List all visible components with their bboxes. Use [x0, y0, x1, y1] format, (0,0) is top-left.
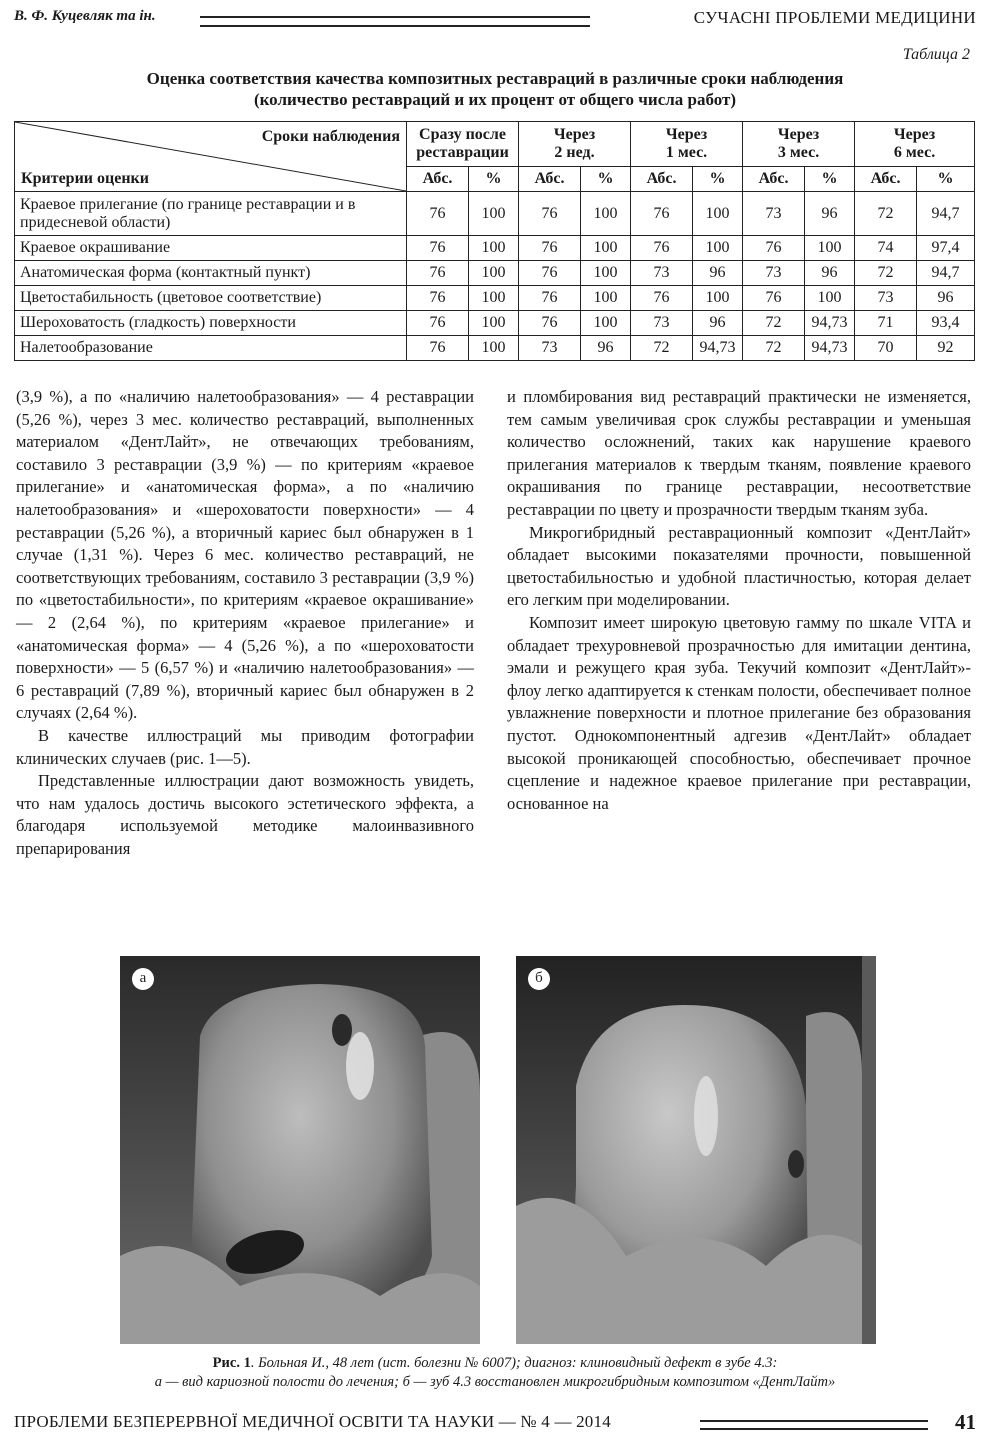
- period-header: Через 2 нед.: [519, 122, 631, 167]
- caption-line2: [14, 1373, 976, 1392]
- value-pct-cell: 92: [917, 336, 975, 361]
- value-abs-cell: 76: [519, 286, 581, 311]
- figure-caption: [14, 1354, 976, 1392]
- value-pct-cell: 96: [805, 261, 855, 286]
- value-abs-cell: 73: [855, 286, 917, 311]
- table-row: [15, 192, 975, 236]
- value-pct-cell: 100: [581, 311, 631, 336]
- table-row: [15, 236, 975, 261]
- value-abs-cell: 72: [855, 192, 917, 236]
- period-header: Через 6 мес.: [855, 122, 975, 167]
- table-row: [15, 311, 975, 336]
- paragraph: Представленные иллюстрации дают возможность увидеть, что нам удалось достичь высокого эстетического эффекта, а благодаря используемой методике малоинвазивного препарирования: [16, 771, 474, 858]
- photo-b-image: [516, 956, 862, 1344]
- value-pct-cell: 96: [693, 261, 743, 286]
- value-abs-cell: 76: [743, 236, 805, 261]
- value-pct-cell: 100: [581, 192, 631, 236]
- table-row: [15, 261, 975, 286]
- unit-pct: %: [469, 167, 519, 192]
- value-pct-cell: 100: [581, 286, 631, 311]
- photo-a-badge: а: [132, 968, 154, 990]
- value-pct-cell: 100: [581, 261, 631, 286]
- period-header: Сразу после реставрации: [407, 122, 519, 167]
- caption-label: Рис. 1: [212, 1355, 251, 1371]
- table-corner-cell: [15, 122, 407, 192]
- value-abs-cell: 73: [631, 311, 693, 336]
- running-header: [14, 8, 976, 32]
- value-pct-cell: 96: [917, 286, 975, 311]
- criterion-cell: Шероховатость (гладкость) поверхности: [15, 311, 407, 336]
- value-abs-cell: 76: [631, 286, 693, 311]
- text-column-left: [16, 386, 474, 860]
- value-pct-cell: 100: [469, 192, 519, 236]
- page-number: 41: [955, 1410, 976, 1434]
- value-abs-cell: 76: [407, 286, 469, 311]
- caption-text1: . Больная И., 48 лет (ист. болезни № 6007); диагноз: клиновидный дефект в зубе 4.3:: [250, 1355, 778, 1371]
- table-title-line2: (количество реставраций и их процент от общего числа работ): [253, 90, 737, 109]
- value-abs-cell: 74: [855, 236, 917, 261]
- header-author: В. Ф. Куцевляк та ін.: [14, 8, 156, 24]
- photo-b-tooth-after: [516, 956, 876, 1344]
- caption-line1: [14, 1354, 976, 1373]
- unit-pct: %: [917, 167, 975, 192]
- unit-pct: %: [693, 167, 743, 192]
- value-abs-cell: 76: [407, 311, 469, 336]
- value-pct-cell: 100: [805, 286, 855, 311]
- unit-pct: %: [581, 167, 631, 192]
- value-pct-cell: 94,73: [805, 336, 855, 361]
- value-pct-cell: 100: [693, 192, 743, 236]
- value-pct-cell: 100: [805, 236, 855, 261]
- footer-journal: ПРОБЛЕМИ БЕЗПЕРЕРВНОЇ МЕДИЧНОЇ ОСВІТИ ТА НАУКИ — № 4 — 2014: [14, 1412, 611, 1431]
- criterion-cell: Налетообразование: [15, 336, 407, 361]
- criterion-cell: Краевое прилегание (по границе реставрации и в придесневой области): [15, 192, 407, 236]
- value-pct-cell: 100: [693, 236, 743, 261]
- table-label: Таблица 2: [902, 46, 970, 63]
- value-pct-cell: 94,73: [805, 311, 855, 336]
- value-abs-cell: 76: [407, 192, 469, 236]
- paragraph: и пломбирования вид реставраций практически не изменяется, тем самым увеличивая срок службы реставрации и уменьшая количество осложнений, таких как нарушение краевого прилегания материалов к твердым тканям, появление краевого окрашивания по границе реставрации, несоответствие реставрации по цвету и прозрачности твердым тканям зуба.: [507, 387, 971, 519]
- value-abs-cell: 73: [519, 336, 581, 361]
- paragraph: В качестве иллюстраций мы приводим фотографии клинических случаев (рис. 1—5).: [16, 725, 474, 768]
- value-pct-cell: 96: [693, 311, 743, 336]
- running-footer: [14, 1410, 976, 1436]
- value-abs-cell: 76: [519, 236, 581, 261]
- table-body: [15, 192, 975, 361]
- value-abs-cell: 73: [631, 261, 693, 286]
- unit-pct: %: [805, 167, 855, 192]
- table-header-periods: [15, 122, 975, 167]
- value-pct-cell: 96: [805, 192, 855, 236]
- photo-a-image: [120, 956, 480, 1344]
- value-pct-cell: 94,7: [917, 192, 975, 236]
- value-abs-cell: 73: [743, 192, 805, 236]
- paragraph: Композит имеет широкую цветовую гамму по шкале VITA и обладает трехуровневой прозрачностью для имитации дентина, эмали и режущего края зуба. Текучий композит «ДентЛайт»-флоу легко адаптируется к стенкам полости, обеспечивает полное увлажнение поверхности и плотное прилегание без образования пустот. Однокомпонентный адгезив «ДентЛайт» обладает высокой проникающей способностью, обеспечивает прочное сцепление и надежное краевое прилегание при реставрации, основанное на: [507, 612, 971, 813]
- value-pct-cell: 100: [469, 311, 519, 336]
- header-rule: [200, 16, 590, 27]
- unit-abs: Абс.: [631, 167, 693, 192]
- table-title-line1: Оценка соответствия качества композитных реставраций в различные сроки наблюдения: [146, 69, 844, 88]
- value-pct-cell: 100: [693, 286, 743, 311]
- photo-b-badge: б: [528, 968, 550, 990]
- value-pct-cell: 100: [469, 336, 519, 361]
- value-abs-cell: 76: [407, 336, 469, 361]
- value-abs-cell: 72: [631, 336, 693, 361]
- value-abs-cell: 76: [519, 192, 581, 236]
- value-pct-cell: 100: [469, 261, 519, 286]
- unit-abs: Абс.: [743, 167, 805, 192]
- value-pct-cell: 100: [469, 286, 519, 311]
- value-pct-cell: 96: [581, 336, 631, 361]
- unit-abs: Абс.: [407, 167, 469, 192]
- value-abs-cell: 72: [743, 311, 805, 336]
- value-abs-cell: 72: [855, 261, 917, 286]
- value-abs-cell: 70: [855, 336, 917, 361]
- value-pct-cell: 94,73: [693, 336, 743, 361]
- value-abs-cell: 76: [407, 236, 469, 261]
- period-header: Через 1 мес.: [631, 122, 743, 167]
- value-abs-cell: 76: [743, 286, 805, 311]
- criterion-cell: Цветостабильность (цветовое соответствие): [15, 286, 407, 311]
- paragraph: Микрогибридный реставрационный композит «ДентЛайт» обладает высокими показателями прочности, повышенной цветостабильностью и удобной пластичностью, которая делает его легким при моделировании.: [507, 522, 971, 610]
- value-pct-cell: 100: [469, 236, 519, 261]
- unit-abs: Абс.: [519, 167, 581, 192]
- table-row: [15, 336, 975, 361]
- table-title: [14, 68, 976, 110]
- corner-bottom-label: Критерии оценки: [21, 170, 149, 187]
- value-pct-cell: 94,7: [917, 261, 975, 286]
- photo-a-tooth-before: [120, 956, 480, 1344]
- paragraph: (3,9 %), а по «наличию налетообразования» — 4 реставрации (5,26 %), через 3 мес. количество реставраций, выполненных материалом «ДентЛайт», не отвечающих требованиям, составило 3 реставрации (3,9 %) — по критериям «краевое прилегание» и «анатомическая форма», а по «наличию налетообразования» и «шероховатости поверхности» — 4 реставрации (5,26 %), а вторичный кариес был обнаружен в 1 случае (1,31 %). Через 6 мес. количество реставраций, не соответствующих требованиям, составило 3 реставрации (3,9 %) по «цветостабильности», по критериям «краевое окрашивание» — 2 (2,64 %), по критериям «краевое прилегание» и «анатомическая форма» — 4 (5,26 %), а по «шероховатости поверхности» — 5 (6,57 %) и «наличию налетообразования» — 6 реставраций (7,89 %), вторичный кариес был обнаружен в 2 случаях (2,64 %).: [16, 387, 474, 723]
- results-table: [14, 121, 975, 361]
- value-pct-cell: 97,4: [917, 236, 975, 261]
- caption-text2: а — вид кариозной полости до лечения; б — зуб 4.3 восстановлен микрогибридным композитом «ДентЛайт»: [154, 1374, 836, 1390]
- value-abs-cell: 76: [519, 311, 581, 336]
- value-pct-cell: 100: [581, 236, 631, 261]
- table-row: [15, 286, 975, 311]
- value-abs-cell: 76: [407, 261, 469, 286]
- footer-rule: [700, 1420, 928, 1430]
- value-abs-cell: 72: [743, 336, 805, 361]
- value-abs-cell: 76: [631, 236, 693, 261]
- text-column-right: [507, 386, 971, 815]
- unit-abs: Абс.: [855, 167, 917, 192]
- header-journal: СУЧАСНІ ПРОБЛЕМИ МЕДИЦИНИ: [693, 8, 976, 27]
- value-abs-cell: 73: [743, 261, 805, 286]
- corner-top-label: Сроки наблюдения: [261, 128, 400, 145]
- value-abs-cell: 76: [519, 261, 581, 286]
- value-abs-cell: 76: [631, 192, 693, 236]
- value-pct-cell: 93,4: [917, 311, 975, 336]
- period-header: Через 3 мес.: [743, 122, 855, 167]
- criterion-cell: Анатомическая форма (контактный пункт): [15, 261, 407, 286]
- criterion-cell: Краевое окрашивание: [15, 236, 407, 261]
- value-abs-cell: 71: [855, 311, 917, 336]
